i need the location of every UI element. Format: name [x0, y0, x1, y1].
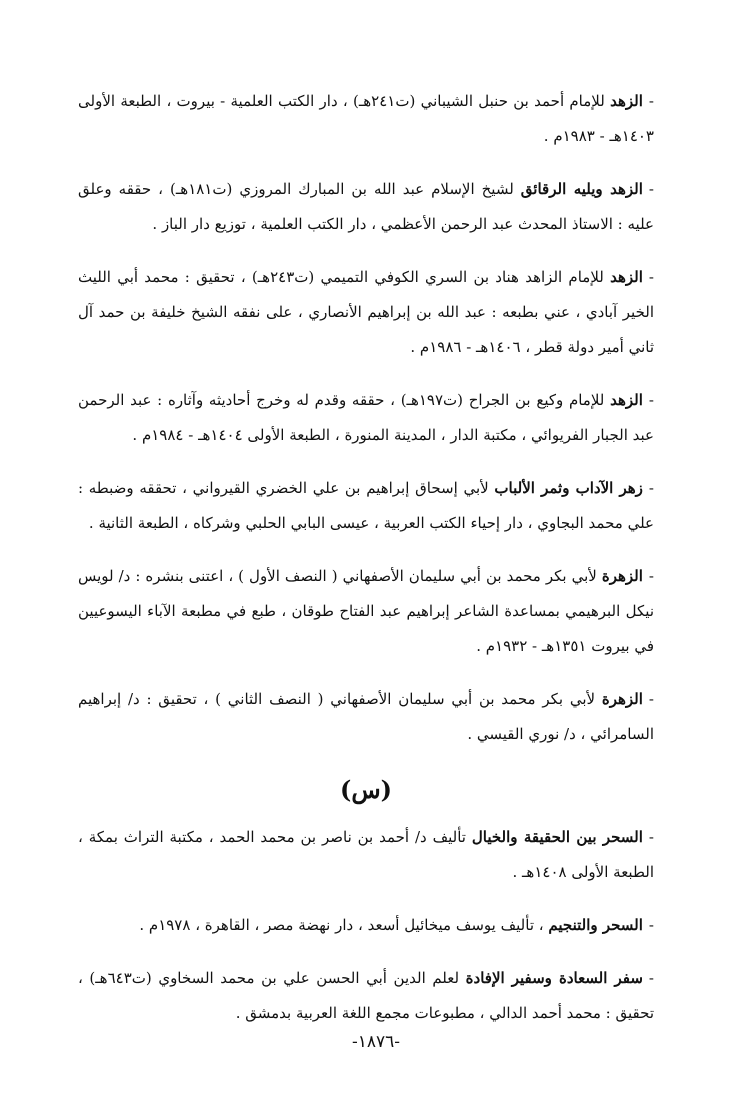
entry-text: تأليف د/ أحمد بن ناصر بن محمد الحمد ، مكتبة التراث بمكة ، الطبعة الأولى ١٤٠٨هـ . [78, 828, 654, 881]
entry-text: لأبي بكر محمد بن أبي سليمان الأصفهاني ( النصف الأول ) ، اعتنى بنشره : د/ لويس نيكل البرهيمي بمساعدة الشاعر إبراهيم عبد الفتاح طوقان ، طبع في مطبعة الآباء اليسوعيين في بيروت ١٣٥١هـ - ١٩٣٢م . [78, 567, 654, 655]
bibliography-entry [78, 471, 654, 541]
entry-text: لعلم الدين أبي الحسن علي بن محمد السخاوي (ت٦٤٣هـ) ، تحقيق : محمد أحمد الدالي ، مطبوعات مجمع اللغة العربية بدمشق . [78, 969, 654, 1022]
entry-title: الزهد [610, 268, 643, 286]
bibliography-entry [78, 84, 654, 154]
page-number: -١٨٧٦- [351, 1032, 401, 1052]
section-heading-sin: (س) [339, 775, 392, 804]
entry-title: الزهرة [601, 567, 643, 585]
entry-title: سفر السعادة وسفير الإفادة [465, 969, 643, 987]
entry-text: للإمام الزاهد هناد بن السري الكوفي التميمي (ت٢٤٣هـ) ، تحقيق : محمد أبي الليث الخير آبادي ، عني بطبعه : عبد الله بن إبراهيم الأنصاري ، على نفقه الشيخ خليفة بن حمد آل ثاني أمير دولة قطر ، ١٤٠٦هـ - ١٩٨٦م . [78, 268, 654, 356]
entry-dash: - [648, 690, 654, 708]
entries-group-sin [78, 820, 654, 1031]
entry-text: لشيخ الإسلام عبد الله بن المبارك المروزي (ت١٨١هـ) ، حققه وعلق عليه : الاستاذ المحدث عبد الرحمن الأعظمي ، دار الكتب العلمية ، توزيع دار الباز . [78, 180, 654, 233]
bibliography-entry [78, 383, 654, 453]
entry-text: لأبي إسحاق إبراهيم بن علي الخضري القيرواني ، تحققه وضبطه : علي محمد البجاوي ، دار إحياء الكتب العربية ، عيسى البابي الحلبي وشركاه ، الطبعة الثانية . [78, 479, 654, 532]
entry-text: للإمام أحمد بن حنبل الشيباني (ت٢٤١هـ) ، دار الكتب العلمية - بيروت ، الطبعة الأولى ١٤٠٣هـ - ١٩٨٣م . [78, 92, 654, 145]
bibliography-entry [78, 172, 654, 242]
entry-dash: - [648, 567, 654, 585]
bibliography-entry [78, 559, 654, 664]
entries-group-zay [78, 84, 654, 752]
entry-title: الزهد [610, 92, 643, 110]
entry-text: للإمام وكيع بن الجراح (ت١٩٧هـ) ، حققه وقدم له وخرج أحاديثه وآثاره : عبد الرحمن عبد الجبار الفريوائي ، مكتبة الدار ، المدينة المنورة ، الطبعة الأولى ١٤٠٤هـ - ١٩٨٤م . [78, 391, 654, 444]
entry-title: السحر والتنجيم [548, 916, 643, 934]
entry-dash: - [648, 391, 654, 409]
entry-dash: - [648, 180, 654, 198]
bibliography-entry [78, 682, 654, 752]
entry-dash: - [648, 969, 654, 987]
entry-dash: - [648, 92, 654, 110]
entry-text: ، تأليف يوسف ميخائيل أسعد ، دار نهضة مصر ، القاهرة ، ١٩٧٨م . [139, 916, 544, 934]
entry-dash: - [648, 479, 654, 497]
entry-title: زهر الآداب وثمر الألباب [494, 479, 643, 497]
bibliography-entry [78, 260, 654, 365]
bibliography-entry [78, 820, 654, 890]
entry-title: الزهد ويليه الرقائق [520, 180, 643, 198]
entry-dash: - [648, 828, 654, 846]
bibliography-entry [78, 908, 654, 943]
entry-title: الزهرة [601, 690, 643, 708]
entry-text: لأبي بكر محمد بن أبي سليمان الأصفهاني ( النصف الثاني ) ، تحقيق : د/ إبراهيم السامرائي ، د/ نوري القيسي . [78, 690, 654, 743]
bibliography-entries [78, 84, 654, 1049]
entry-title: الزهد [610, 391, 643, 409]
entry-dash: - [648, 268, 654, 286]
entry-dash: - [648, 916, 654, 934]
entry-title: السحر بين الحقيقة والخيال [471, 828, 643, 846]
bibliography-entry [78, 961, 654, 1031]
